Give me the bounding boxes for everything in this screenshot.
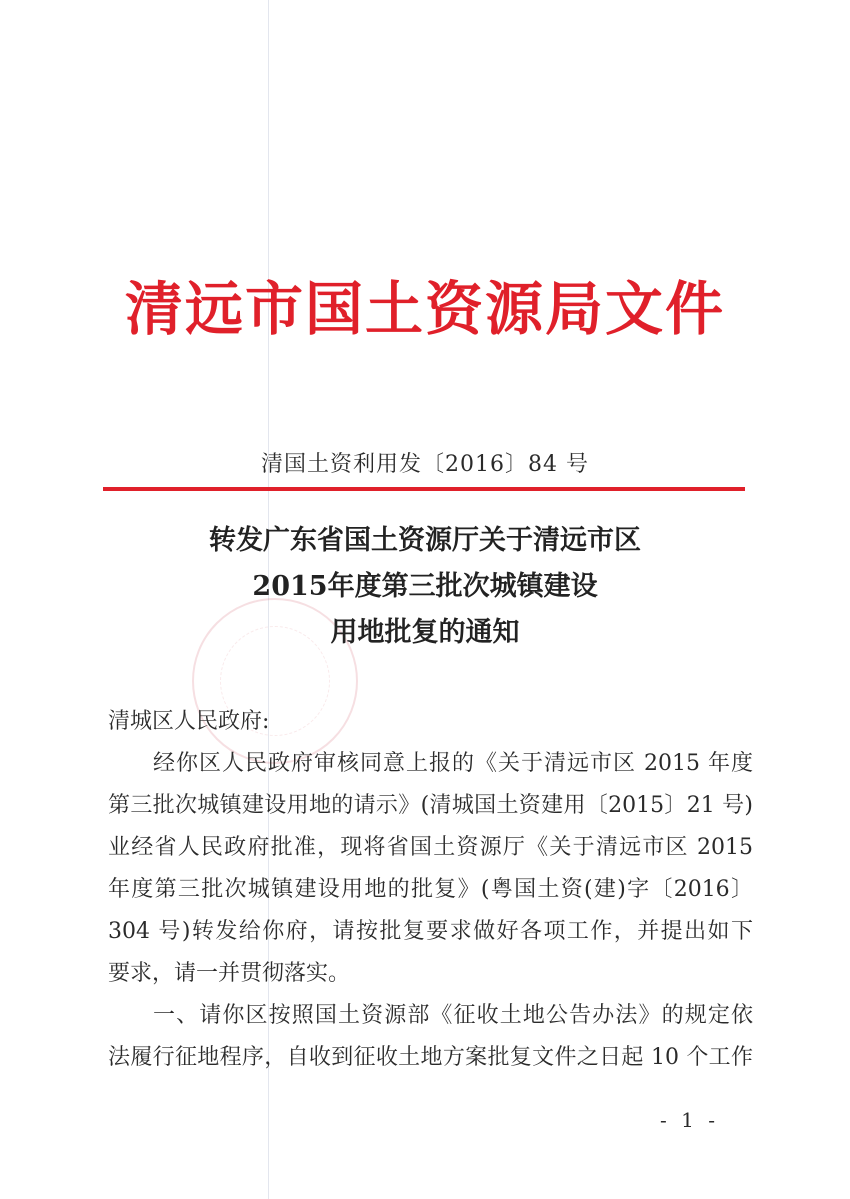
document-number: 清国土资利用发〔2016〕84 号 bbox=[261, 452, 589, 477]
header-red-rule bbox=[103, 487, 745, 491]
notice-title-line: 2015年度第三批次城镇建设 bbox=[252, 571, 598, 602]
body-text-line: 304 号)转发给你府，请按批复要求做好各项工作，并提出如下 bbox=[108, 919, 753, 944]
page-number: - 1 - bbox=[660, 1108, 719, 1132]
body-text-line: 年度第三批次城镇建设用地的批复》(粤国土资(建)字〔2016〕 bbox=[108, 877, 753, 902]
addressee: 清城区人民政府: bbox=[108, 709, 270, 734]
notice-title-line: 用地批复的通知 bbox=[330, 617, 520, 648]
body-text-line: 业经省人民政府批准，现将省国土资源厅《关于清远市区 2015 bbox=[108, 835, 753, 860]
body-text-line: 经你区人民政府审核同意上报的《关于清远市区 2015 年度 bbox=[153, 751, 753, 776]
notice-title bbox=[0, 518, 850, 656]
body-text-line: 一、请你区按照国土资源部《征收土地公告办法》的规定依 bbox=[153, 1003, 753, 1028]
document-header-title: 清远市国土资源局文件 bbox=[124, 275, 725, 343]
body-text-line: 要求，请一并贯彻落实。 bbox=[108, 961, 351, 986]
body-text-line: 第三批次城镇建设用地的请示》(清城国土资建用〔2015〕21 号) bbox=[108, 793, 753, 818]
notice-title-line: 转发广东省国土资源厅关于清远市区 bbox=[209, 525, 641, 556]
body-text-line: 法履行征地程序，自收到征收土地方案批复文件之日起 10 个工作 bbox=[108, 1045, 753, 1070]
